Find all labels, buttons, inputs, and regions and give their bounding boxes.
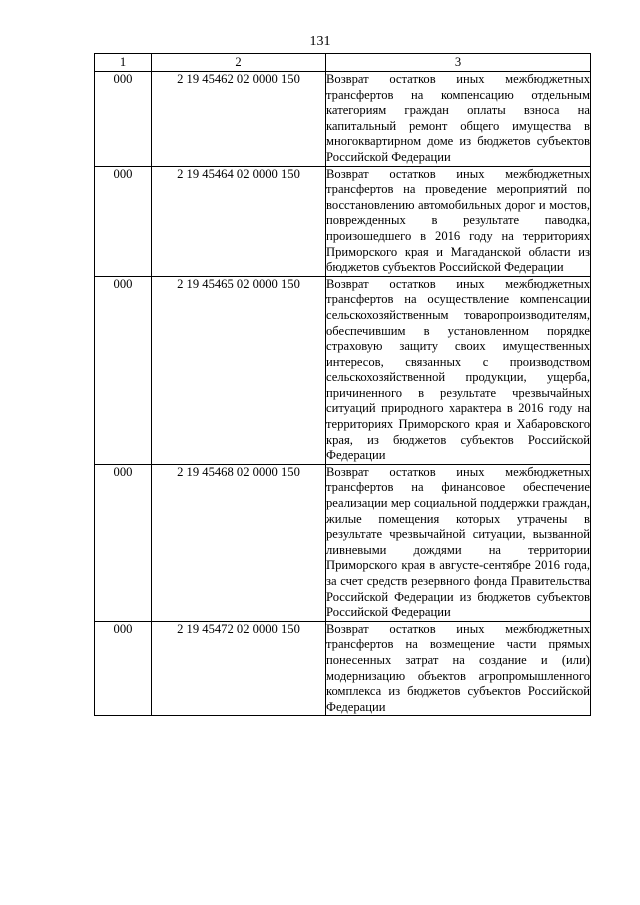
table-row (95, 166, 591, 276)
table-row (95, 464, 591, 621)
item-name-cell: Возврат остатков иных межбюджетных трансфертов на компенсацию отдельным категориям граждан оплаты взноса на капитальный ремонт общего имущества в многоквартирном доме из бюджетов субъектов Российской Федерации (326, 72, 591, 167)
page-number: 131 (309, 34, 331, 49)
column-header-1: 1 (95, 54, 152, 72)
column-header-3: 3 (326, 54, 591, 72)
item-name-cell: Возврат остатков иных межбюджетных трансфертов на проведение мероприятий по восстановлению автомобильных дорог и мостов, поврежденных в результате паводка, произошедшего в 2016 году на территориях Приморского края и Магаданской области из бюджетов субъектов Российской Федерации (326, 166, 591, 276)
table-header-row (95, 54, 591, 72)
bcc-code-cell: 2 19 45464 02 0000 150 (152, 166, 326, 276)
admin-code-cell: 000 (95, 166, 152, 276)
budget-classification-table (94, 53, 591, 716)
table-row (95, 276, 591, 464)
item-name-cell: Возврат остатков иных межбюджетных трансфертов на финансовое обеспечение реализации мер социальной поддержки граждан, жилые помещения которых утрачены в результате чрезвычайной ситуации, вызванной ливневыми дождями на территории Приморского края в августе-сентябре 2016 года, за счет средств резервного фонда Правительства Российской Федерации из бюджетов субъектов Российской Федерации (326, 464, 591, 621)
bcc-code-cell: 2 19 45465 02 0000 150 (152, 276, 326, 464)
item-name-cell: Возврат остатков иных межбюджетных трансфертов на осуществление компенсации сельскохозяйственным товаропроизводителям, обеспечившим в установленном порядке страховую защиту своих имущественных интересов, связанных с производством сельскохозяйственной продукции, ущерба, причиненного в результате чрезвычайных ситуаций природного характера в 2016 году на территориях Приморского края и Хабаровского края, из бюджетов субъектов Российской Федерации (326, 276, 591, 464)
admin-code-cell: 000 (95, 72, 152, 167)
admin-code-cell: 000 (95, 621, 152, 716)
item-name-cell: Возврат остатков иных межбюджетных трансфертов на возмещение части прямых понесенных затрат на создание и (или) модернизацию объектов агропромышленного комплекса из бюджетов субъектов Российской Федерации (326, 621, 591, 716)
table-row (95, 72, 591, 167)
column-header-2: 2 (152, 54, 326, 72)
bcc-code-cell: 2 19 45472 02 0000 150 (152, 621, 326, 716)
admin-code-cell: 000 (95, 464, 152, 621)
bcc-code-cell: 2 19 45462 02 0000 150 (152, 72, 326, 167)
admin-code-cell: 000 (95, 276, 152, 464)
table-row (95, 621, 591, 716)
bcc-code-cell: 2 19 45468 02 0000 150 (152, 464, 326, 621)
